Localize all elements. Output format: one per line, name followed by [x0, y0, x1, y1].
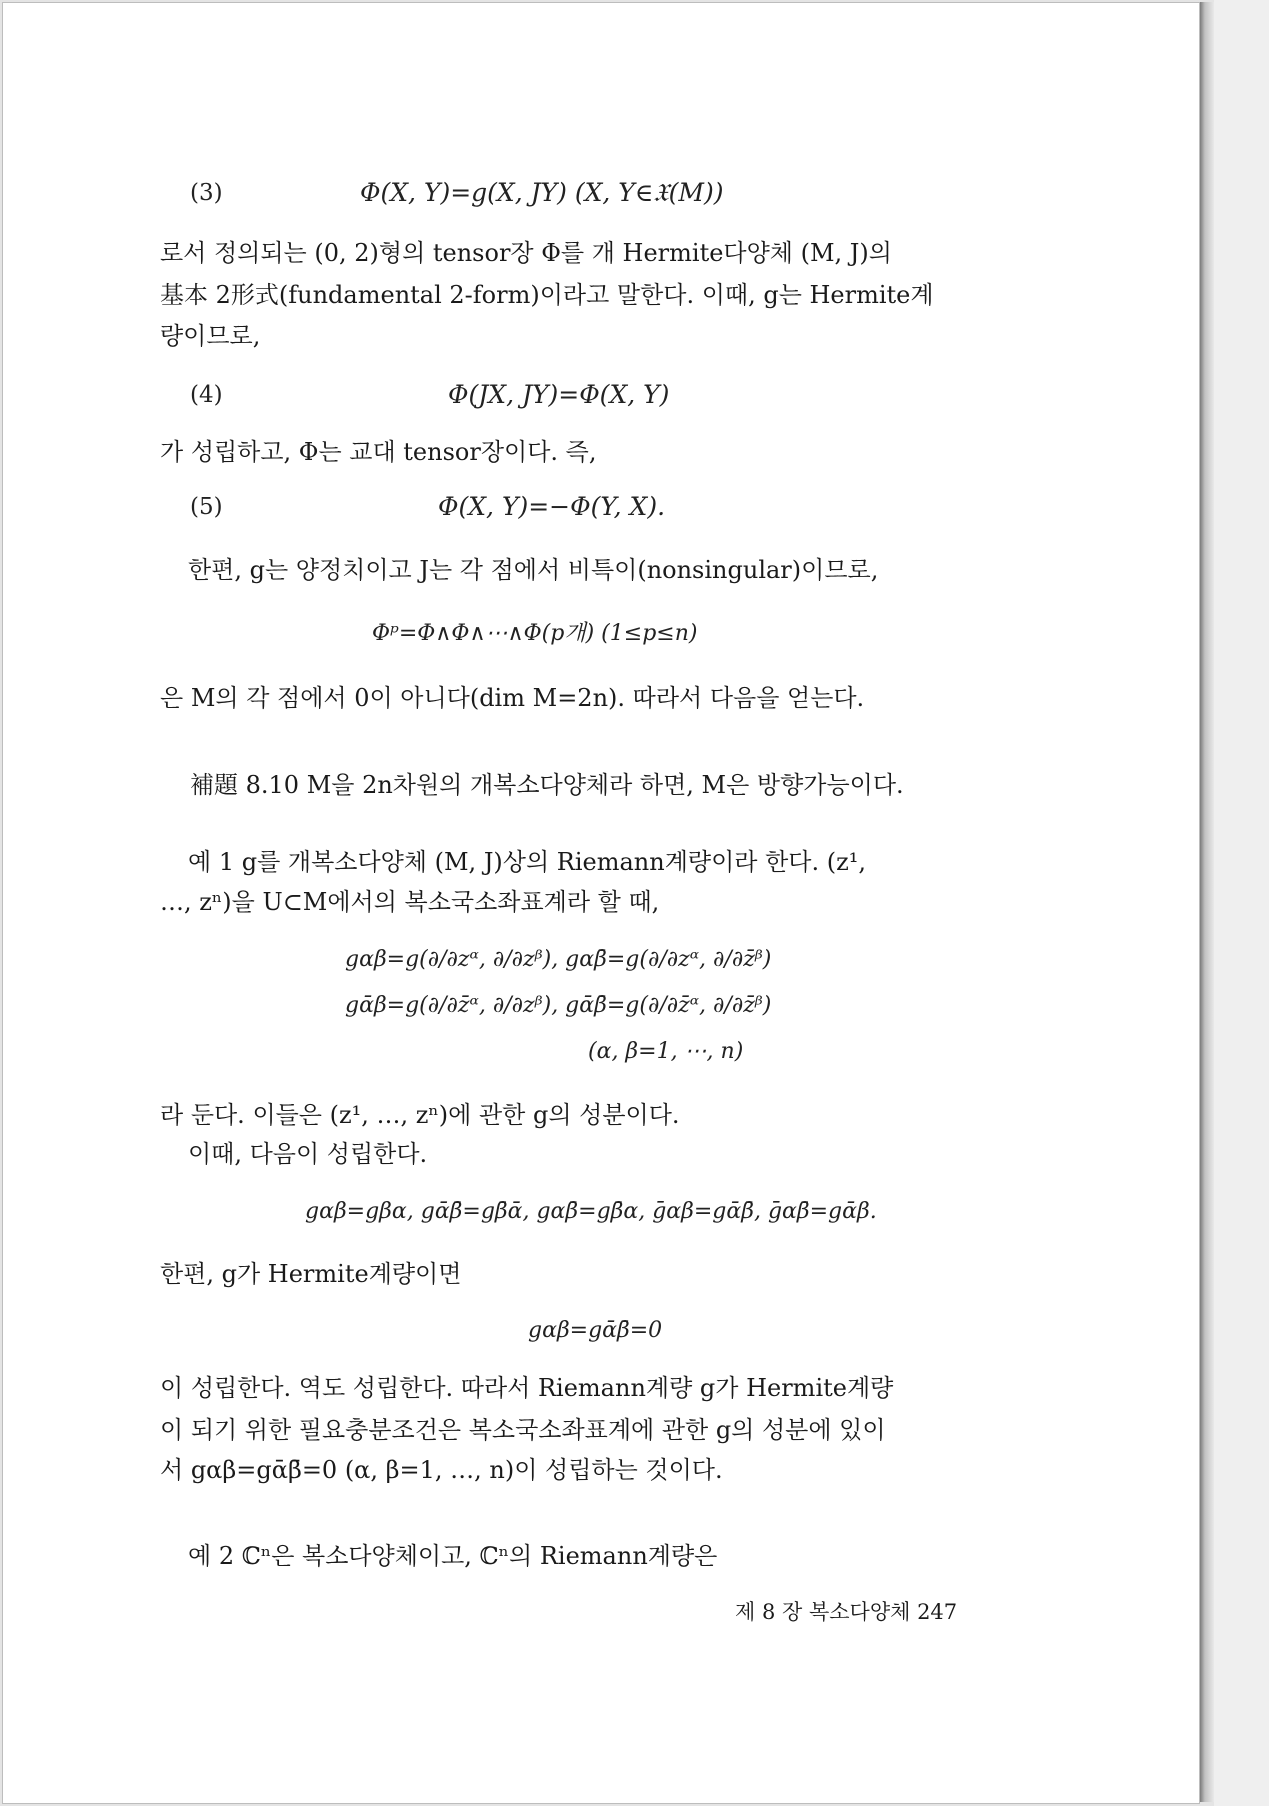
equation-label-4: (4): [190, 382, 223, 408]
metric-components-line-2: gᾱβ=g(∂/∂z̄ᵅ, ∂/∂zᵝ), gᾱβ̄=g(∂/∂z̄ᵅ, ∂/∂z̄ᵝ): [345, 993, 772, 1018]
text-line-6: 은 M의 각 점에서 0이 아니다(dim M=2n). 따라서 다음을 얻는다.: [160, 684, 865, 712]
page-edge-shadow: [1200, 2, 1214, 1802]
symmetry-relations: gαβ=gβα, gᾱβ̄=gβ̄ᾱ, gαβ̄=gβ̄α, ḡαβ=gᾱβ̄, ḡαβ̄=gᾱβ.: [305, 1199, 877, 1224]
text-line-converse-3: 서 gαβ=gᾱβ̄=0 (α, β=1, …, n)이 성립하는 것이다.: [160, 1456, 723, 1484]
example-2-line: 예 2 ℂⁿ은 복소다양체이고, ℂⁿ의 Riemann계량은: [188, 1542, 718, 1570]
text-line-1: 로서 정의되는 (0, 2)형의 tensor장 Φ를 개 Hermite다양체 (M, J)의: [160, 239, 892, 267]
example-1-line-2: …, zⁿ)을 U⊂M에서의 복소국소좌표계라 할 때,: [160, 888, 660, 916]
text-line-components: 라 둔다. 이들은 (z¹, …, zⁿ)에 관한 g의 성분이다.: [160, 1101, 680, 1129]
text-line-3: 량이므로,: [160, 322, 261, 350]
equation-4: Φ(JX, JY)=Φ(X, Y): [448, 380, 670, 409]
text-line-converse-1: 이 성립한다. 역도 성립한다. 따라서 Riemann계량 g가 Hermite계량: [160, 1374, 894, 1402]
text-line-2: 基本 2形式(fundamental 2-form)이라고 말한다. 이때, g는 Hermite계: [160, 281, 934, 309]
text-line-4: 가 성립하고, Φ는 교대 tensor장이다. 즉,: [160, 438, 597, 466]
text-line-then: 이때, 다음이 성립한다.: [188, 1140, 428, 1168]
text-line-5: 한편, g는 양정치이고 J는 각 점에서 비특이(nonsingular)이므로,: [188, 556, 879, 584]
text-line-hermite: 한편, g가 Hermite계량이면: [160, 1260, 462, 1288]
equation-3: Φ(X, Y)=g(X, JY) (X, Y∈𝔛(M)): [360, 178, 724, 207]
example-1-line-1: 예 1 g를 개복소다양체 (M, J)상의 Riemann계량이라 한다. (z¹,: [188, 848, 866, 876]
phi-power-equation: Φᵖ=Φ∧Φ∧⋯∧Φ(p개) (1≤p≤n): [372, 621, 698, 646]
lemma-8-10: 補題 8.10 M을 2n차원의 개복소다양체라 하면, M은 방향가능이다.: [190, 771, 904, 799]
equation-5: Φ(X, Y)=−Φ(Y, X).: [438, 492, 666, 521]
equation-label-3: (3): [190, 180, 223, 206]
metric-components-line-1: gαβ=g(∂/∂zᵅ, ∂/∂zᵝ), gαβ̄=g(∂/∂zᵅ, ∂/∂z̄ᵝ): [345, 947, 772, 972]
index-range: (α, β=1, ⋯, n): [588, 1039, 744, 1064]
text-line-converse-2: 이 되기 위한 필요충분조건은 복소국소좌표계에 관한 g의 성분에 있이: [160, 1416, 886, 1444]
page-footer: 제 8 장 복소다양체 247: [735, 1600, 958, 1624]
equation-label-5: (5): [190, 494, 223, 520]
hermite-condition: gαβ=gᾱβ̄=0: [528, 1318, 663, 1343]
viewer-background: [1214, 0, 1269, 1806]
